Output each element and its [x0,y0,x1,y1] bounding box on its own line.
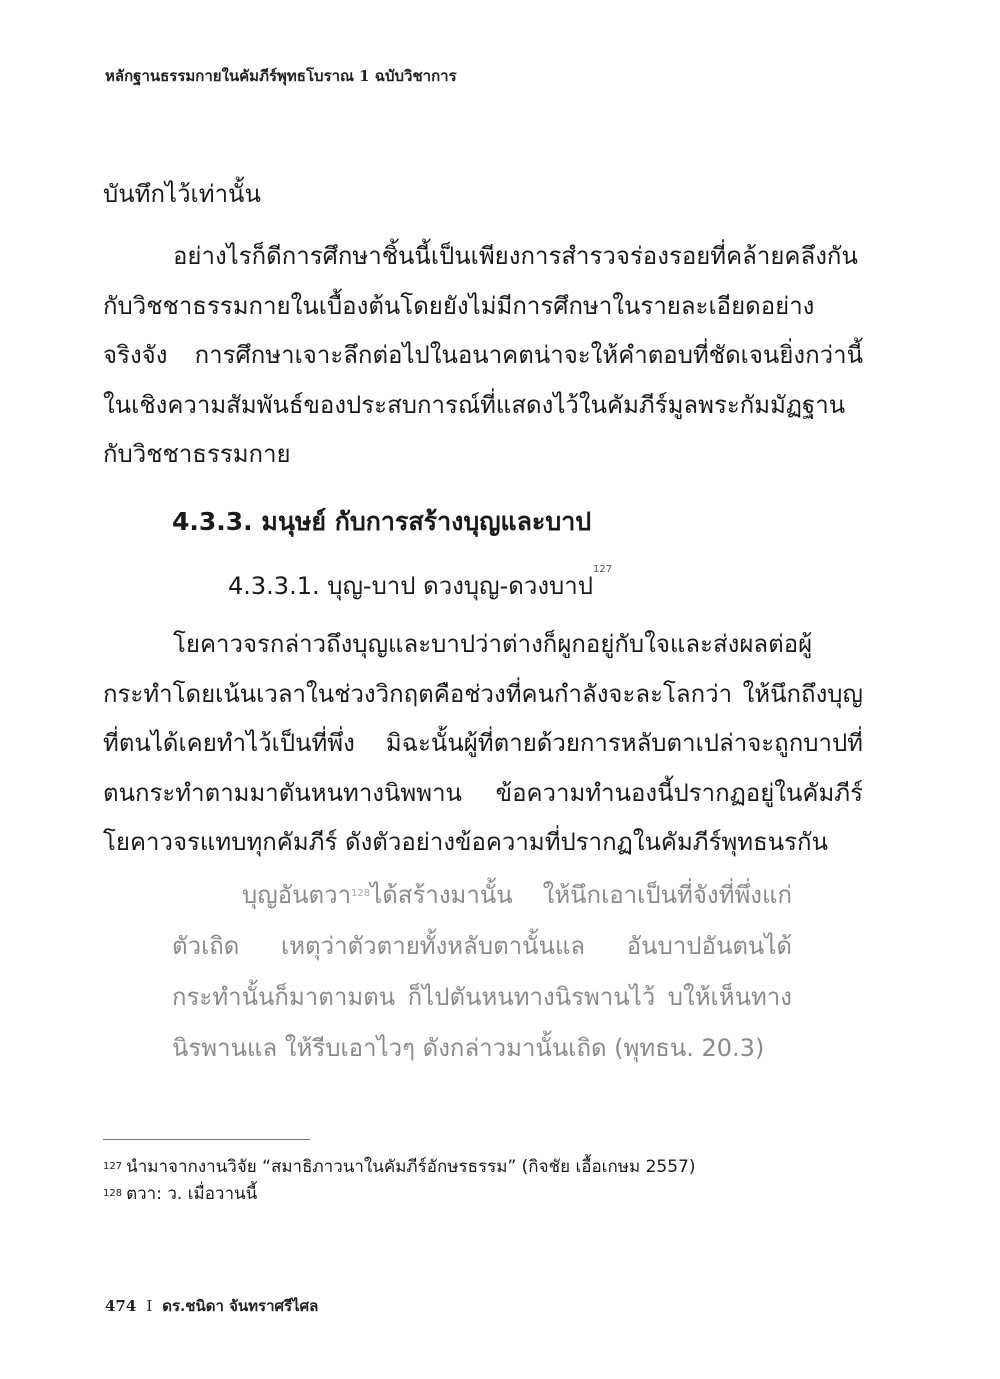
footnote-number: 127 [103,1161,123,1172]
paragraph-1 [103,232,863,480]
footnote-ref-127[interactable]: 127 [593,564,613,575]
running-header-title: หลักฐานธรรมกายในคัมภีร์พุทธโบราณ 1 ฉบับวิชาการ [105,67,457,85]
footnote-text: ตวา: ว. เมื่อวานนี้ [126,1184,258,1204]
section-heading: 4.3.3. มนุษย์ กับการสร้างบุญและบาป [172,507,592,536]
lead-line-text: บันทึกไว้เท่านั้น [103,180,261,208]
footnote-item [103,1181,696,1208]
quote-part-1: บุญอันตวา [242,881,352,909]
page-number: 474 [105,1297,137,1315]
paragraph-2-text: โยคาวจรกล่าวถึงบุญและบาปว่าต่างก็ผูกอยู่กับใจและส่งผลต่อผู้กระทำโดยเน้นเวลาในช่วงวิกฤตคือช่วงที่คนกำลังจะละโลกว่า ให้นึกถึงบุญที่ตนได้เคยทำไว้เป็นที่พึ่ง มิฉะนั้นผู้ที่ตายด้วยการหลับตาเปล่าจะถูกบาปที่ตนกระทำตามมาตันหนทางนิพพาน ข้อความทำนองนี้ปรากฏอยู่ในคัมภีร์โยคาวจรแทบทุกคัมภีร์ ดังตัวอย่างข้อความที่ปรากฏในคัมภีร์พุทธนรกัน [103,630,863,856]
paragraph-2 [103,620,863,868]
lead-line [103,170,863,220]
paragraph-1-text: อย่างไรก็ดีการศึกษาชิ้นนี้เป็นเพียงการสำรวจร่องรอยที่คล้ายคลึงกันกับวิชชาธรรมกายในเบื้องต้นโดยยังไม่มีการศึกษาในรายละเอียดอย่างจริงจัง การศึกษาเจาะลึกต่อไปในอนาคตน่าจะให้คำตอบที่ชัดเจนยิ่งกว่านี้ในเชิงความสัมพันธ์ของประสบการณ์ที่แสดงไว้ในคัมภีร์มูลพระกัมมัฏฐานกับวิชชาธรรมกาย [103,242,863,468]
footnotes [103,1154,696,1208]
footer-separator: I [146,1297,153,1315]
quote-part-2: ได้สร้างมานั้น ให้นึกเอาเป็นที่จังที่พึ่งแก่ตัวเถิด เหตุว่าตัวตายทั้งหลับตานั้นแล อันบาปอันตนได้กระทำนั้นก็มาตามตน ก็ไปตันหนทางนิรพานไว้ บให้เห็นทางนิรพานแล ให้รีบเอาไวๆ ดังกล่าวมานั้นเถิด (พุทธน. 20.3) [172,881,792,1062]
block-quote [172,870,792,1074]
footnote-text: นำมาจากงานวิจัย “สมาธิภาวนาในคัมภีร์อักษรธรรม” (กิจชัย เอื้อเกษม 2557) [126,1157,696,1177]
page-footer [105,1294,318,1318]
sub-heading [228,566,612,605]
footnote-item [103,1154,696,1181]
sub-heading-text: 4.3.3.1. บุญ-บาป ดวงบุญ-ดวงบาป [228,572,593,600]
block-quote-text [172,870,792,1074]
footnote-ref-128[interactable]: 128 [351,888,371,899]
footnote-divider [103,1139,310,1140]
footer-author: ดร.ชนิดา จันทราศรีไศล [162,1297,319,1315]
footnote-number: 128 [103,1188,123,1199]
